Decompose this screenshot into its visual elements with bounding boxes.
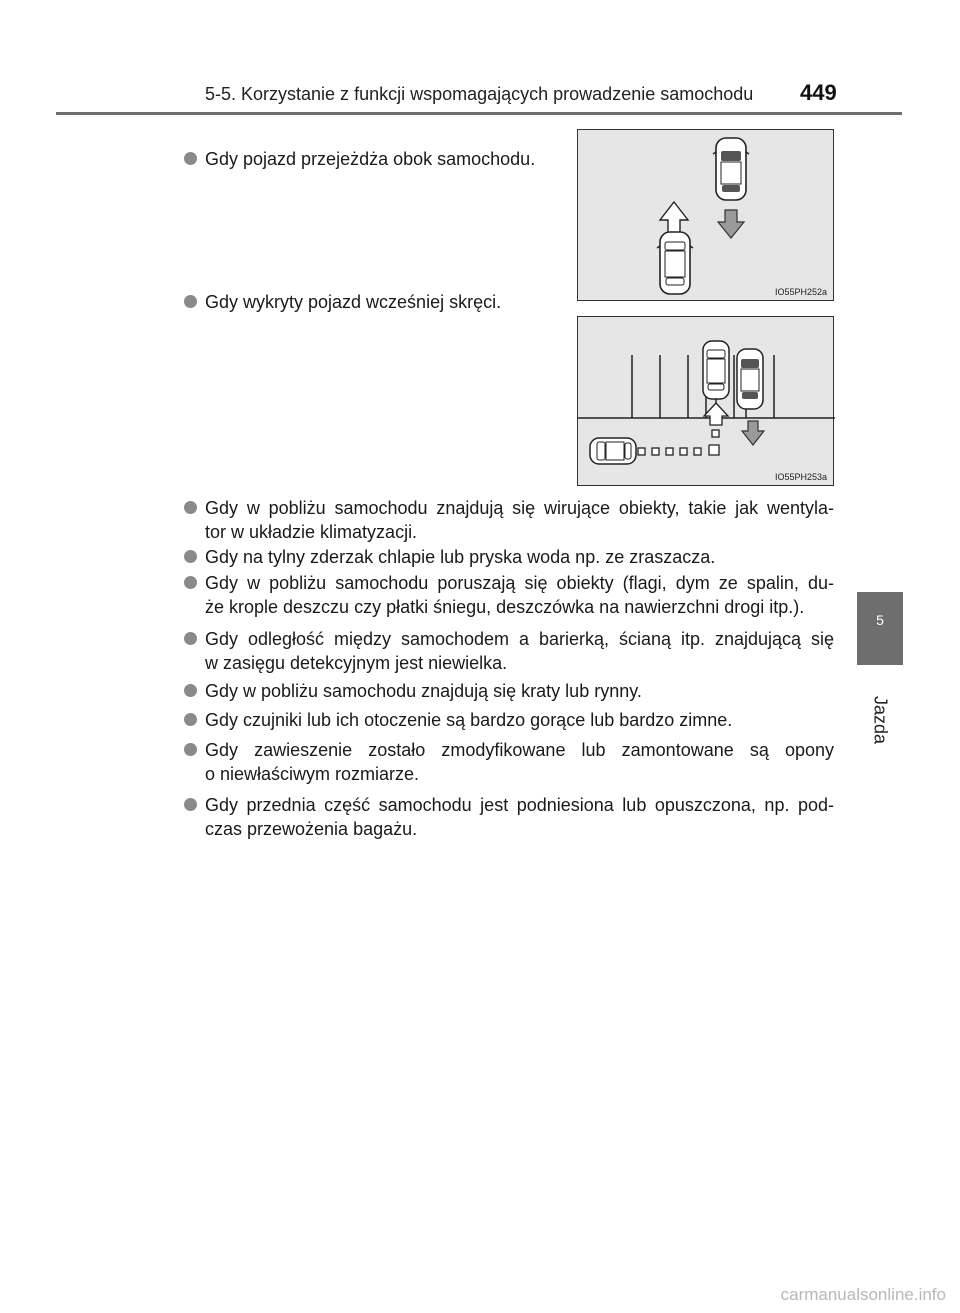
arrow-down-icon (742, 421, 764, 445)
page-number: 449 (800, 80, 837, 105)
running-header: 5-5. Korzystanie z funkcji wspomagających prowadzenie samochodu (205, 84, 754, 104)
arrow-up-outline-icon (704, 403, 728, 425)
bullet-icon (184, 798, 197, 811)
car-detected-icon (737, 349, 763, 409)
bullet-icon (184, 295, 197, 308)
passing-vehicle-illustration (578, 130, 835, 302)
arrow-up-outline-icon (660, 202, 688, 234)
bullet-icon (184, 743, 197, 756)
list-item-text: Gdy w pobliżu samochodu poruszają się obiekty (flagi, dym ze spalin, du- (205, 573, 834, 593)
car-own-icon (590, 438, 636, 464)
watermark: carmanualsonline.info (780, 1285, 946, 1304)
list-item-text: Gdy przednia część samochodu jest podniesiona lub opuszczona, np. pod- (205, 795, 834, 815)
trajectory-path (638, 430, 719, 455)
turning-vehicle-illustration (578, 317, 835, 487)
list-item-text: Gdy w pobliżu samochodu znajdują się wirujące obiekty, takie jak wentyla- (205, 498, 834, 518)
list-item-text: Gdy odległość między samochodem a barierką, ścianą itp. znajdującą się (205, 629, 834, 649)
list-item-text: Gdy wykryty pojazd wcześniej skręci. (205, 292, 502, 312)
list-item-text: czas przewożenia bagażu. (205, 819, 418, 839)
list-item-text: Gdy zawieszenie zostało zmodyfikowane lub zamontowane są opony (205, 740, 834, 760)
car-own-icon (657, 232, 693, 294)
list-item-text: Gdy w pobliżu samochodu znajdują się kraty lub rynny. (205, 681, 642, 701)
bullet-icon (184, 501, 197, 514)
bullet-icon (184, 713, 197, 726)
bullet-icon (184, 576, 197, 589)
list-item-text: że krople deszczu czy płatki śniegu, deszczówka na nawierzchni drogi itp.). (205, 597, 805, 617)
bullet-icon (184, 684, 197, 697)
figure-code: IO55PH253a (774, 472, 827, 482)
chapter-label (865, 675, 895, 765)
chapter-number: 5 (876, 612, 884, 628)
figure-code: IO55PH252a (774, 287, 827, 297)
figure-vehicle-turning (577, 316, 834, 486)
bullet-icon (184, 550, 197, 563)
list-item-text: w zasięgu detekcyjnym jest niewielka. (205, 653, 508, 673)
bullet-icon (184, 632, 197, 645)
figure-vehicle-passing (577, 129, 834, 301)
chapter-label-text: Jazda (870, 695, 891, 745)
list-item-text: Gdy pojazd przejeżdża obok samochodu. (205, 149, 536, 169)
list-item-text: o niewłaściwym rozmiarze. (205, 764, 420, 784)
chapter-tab (857, 592, 903, 665)
list-item-text: Gdy na tylny zderzak chlapie lub pryska woda np. ze zraszacza. (205, 547, 716, 567)
list-item-text: tor w układzie klimatyzacji. (205, 522, 418, 542)
list-item-text: Gdy czujniki lub ich otoczenie są bardzo gorące lub bardzo zimne. (205, 710, 733, 730)
header-rule (56, 112, 902, 115)
car-parked-icon (703, 341, 729, 399)
car-oncoming-icon (713, 138, 749, 200)
bullet-icon (184, 152, 197, 165)
arrow-down-icon (718, 210, 744, 238)
